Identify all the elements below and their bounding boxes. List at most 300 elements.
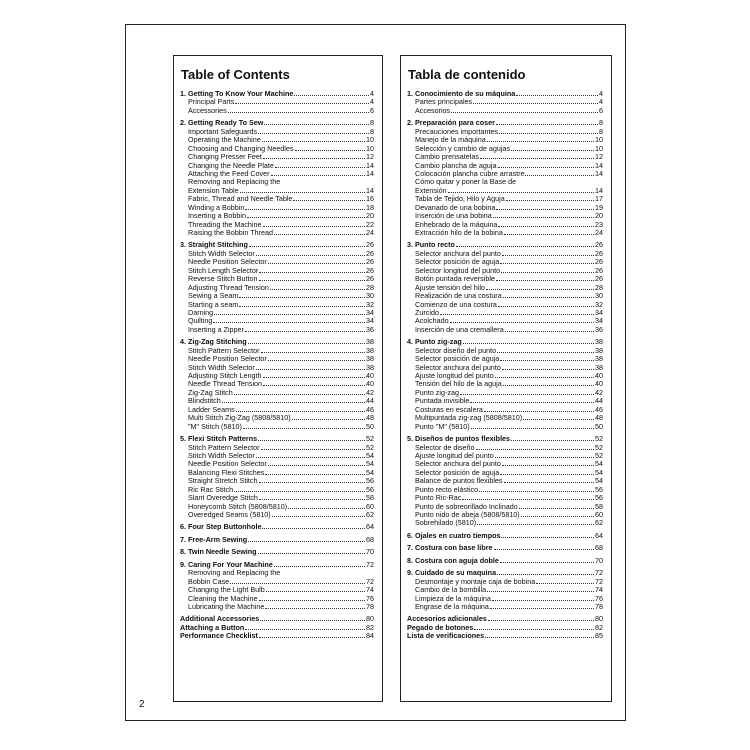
toc-page-number: 70 — [366, 547, 374, 557]
manual-page — [125, 24, 626, 721]
toc-entry-title: Punto recto — [415, 240, 455, 250]
toc-entry — [407, 229, 603, 237]
toc-page-number: 20 — [366, 211, 374, 221]
toc-page-number: 30 — [595, 291, 603, 301]
toc-leader-dots — [479, 491, 594, 492]
toc-entry-title: Selector posición de aguja — [415, 257, 500, 267]
toc-entry-title: Selector anchura del punto — [415, 248, 501, 258]
toc-leader-dots — [487, 141, 594, 142]
toc-entry-title: Extension Table — [188, 185, 239, 195]
toc-leader-dots — [493, 217, 594, 218]
toc-leader-dots — [265, 474, 365, 475]
toc-section-number: 3. — [407, 240, 413, 250]
toc-leader-dots — [274, 566, 365, 567]
toc-leader-dots — [228, 112, 369, 113]
toc-page-number: 38 — [366, 362, 374, 372]
toc-leader-dots — [222, 402, 365, 403]
toc-leader-dots — [258, 133, 369, 134]
toc-page-number: 34 — [595, 307, 603, 317]
toc-entry-title: Ladder Seams — [188, 404, 235, 414]
toc-entry-title: Four Step Buttonhole — [188, 522, 262, 532]
toc-leader-dots — [488, 620, 594, 621]
toc-entry-title: Lista de verificaciones — [407, 631, 485, 641]
toc-page-number: 14 — [595, 160, 603, 170]
toc-leader-dots — [516, 95, 598, 96]
toc-section-number: 6. — [407, 530, 413, 540]
toc-page-number: 54 — [366, 459, 374, 469]
toc-page-number: 4 — [370, 97, 374, 107]
toc-leader-dots — [476, 449, 594, 450]
toc-page-number: 10 — [595, 143, 603, 153]
toc-leader-dots — [523, 419, 594, 420]
toc-entry-title: Accessories — [188, 105, 227, 115]
toc-entry — [180, 229, 374, 237]
toc-leader-dots — [521, 516, 594, 517]
toc-entry-title: Punto zig-zag — [415, 387, 459, 397]
toc-entry-title: Ajuste tensión del hilo — [415, 282, 485, 292]
toc-page-number: 8 — [599, 118, 603, 128]
toc-page-number: 16 — [366, 194, 374, 204]
toc-leader-dots — [263, 158, 365, 159]
toc-leader-dots — [270, 289, 365, 290]
toc-leader-dots — [498, 306, 594, 307]
toc-entry — [180, 511, 374, 519]
toc-section-number: 2. — [407, 118, 413, 128]
toc-entry-title: Precauciones importantes — [415, 126, 499, 136]
toc-leader-dots — [525, 175, 594, 176]
toc-entry-title: Overedged Seams (5810) — [188, 510, 271, 519]
toc-page-number: 28 — [366, 282, 374, 292]
toc-page-number: 82 — [366, 622, 374, 632]
toc-entry-title: Slant Overedge Stitch — [188, 493, 258, 503]
toc-entry-title: Diseños de puntos flexibles — [415, 434, 511, 444]
toc-entry-title: Tensión del hilo de la aguja — [415, 379, 502, 389]
toc-leader-dots — [495, 457, 594, 458]
toc-page-number: 26 — [366, 248, 374, 258]
toc-leader-dots — [484, 411, 594, 412]
toc-page-number: 78 — [366, 601, 374, 611]
toc-entry-title: Sobrehilado (5810) — [415, 518, 477, 528]
toc-section-number: 9. — [180, 559, 186, 569]
toc-page-number: 12 — [366, 152, 374, 162]
toc-section-number: 2. — [180, 118, 186, 128]
toc-leader-dots — [511, 150, 594, 151]
toc-leader-dots — [519, 508, 594, 509]
toc-entry-title: Cuidado de su maquina — [415, 568, 497, 578]
toc-page-number: 70 — [595, 555, 603, 565]
toc-leader-dots — [495, 377, 594, 378]
toc-page-number: 62 — [366, 510, 374, 519]
toc-leader-dots — [440, 314, 594, 315]
toc-page-number: 12 — [595, 152, 603, 162]
toc-leader-dots — [256, 457, 365, 458]
spanish-toc-list — [407, 90, 603, 641]
toc-leader-dots — [448, 192, 594, 193]
toc-leader-dots — [450, 322, 594, 323]
toc-page-number: 76 — [595, 593, 603, 603]
toc-leader-dots — [245, 331, 365, 332]
toc-page-number: 14 — [366, 168, 374, 178]
toc-entry-title: Inserción de una cremallera — [415, 324, 504, 334]
toc-section-number: 7. — [407, 543, 413, 553]
toc-leader-dots — [234, 394, 365, 395]
toc-entry-title: Needle Thread Tension — [188, 379, 263, 389]
toc-leader-dots — [239, 297, 365, 298]
toc-entry-title: Punto de sobreorillado Inclinado — [415, 501, 518, 511]
toc-leader-dots — [274, 234, 365, 235]
toc-section-number: 4. — [407, 337, 413, 347]
toc-leader-dots — [496, 280, 594, 281]
toc-entry-title: Needle Position Selector — [188, 459, 267, 469]
toc-page-number: 4 — [599, 97, 603, 107]
toc-page-number: 60 — [366, 501, 374, 511]
toc-entry-title: Additional Accessories — [180, 614, 260, 624]
toc-page-number: 38 — [595, 362, 603, 372]
toc-entry-title: Cómo quitar y poner la Base de — [415, 177, 517, 187]
toc-entry-title: Ajuste longitud del punto — [415, 450, 494, 460]
toc-entry-title: Balancing Flexi Stitches — [188, 467, 265, 477]
toc-page-number: 14 — [595, 168, 603, 178]
toc-page-number: 30 — [366, 291, 374, 301]
toc-leader-dots — [485, 637, 594, 638]
toc-leader-dots — [263, 226, 365, 227]
toc-entry-title: Removing and Replacing the — [188, 568, 281, 578]
toc-page-number: 26 — [595, 248, 603, 258]
toc-page-number: 10 — [366, 135, 374, 145]
toc-entry-title: Punto recto elástico — [415, 484, 479, 494]
toc-page-number: 8 — [599, 126, 603, 136]
toc-entry-title: Selector diseño del punto — [415, 345, 497, 355]
toc-leader-dots — [264, 124, 369, 125]
toc-page-number: 42 — [366, 387, 374, 397]
toc-page-number: 22 — [366, 219, 374, 229]
toc-entry-title: Needle Position Selector — [188, 257, 267, 267]
toc-leader-dots — [463, 343, 594, 344]
toc-entry-title: Fabric, Thread and Needle Table — [188, 194, 293, 204]
toc-entry-title: Multipuntada zig-zag (5808/5810) — [415, 413, 523, 423]
toc-page-number: 72 — [595, 568, 603, 578]
toc-leader-dots — [504, 482, 594, 483]
toc-leader-dots — [259, 600, 365, 601]
toc-entry-title: Accesorios — [415, 105, 451, 115]
toc-page-number: 60 — [595, 510, 603, 519]
toc-page-number: 44 — [595, 396, 603, 406]
toc-page-number: 34 — [366, 316, 374, 326]
toc-leader-dots — [480, 158, 594, 159]
toc-entry — [180, 423, 374, 431]
toc-entry — [180, 603, 374, 611]
toc-leader-dots — [497, 574, 594, 575]
toc-entry-title: Stitch Length Selector — [188, 265, 259, 275]
toc-page-number: 76 — [366, 593, 374, 603]
toc-page-number: 38 — [366, 337, 374, 347]
toc-page-number: 54 — [366, 467, 374, 477]
toc-leader-dots — [245, 629, 365, 630]
toc-entry — [407, 107, 603, 115]
english-toc — [173, 55, 383, 702]
toc-page-number: 17 — [595, 194, 603, 204]
toc-page-number: 26 — [595, 240, 603, 250]
toc-entry-title: Needle Position Selector — [188, 354, 267, 364]
toc-page-number: 38 — [595, 345, 603, 355]
toc-entry — [180, 326, 374, 334]
toc-page-number: 36 — [595, 324, 603, 334]
toc-page-number: 26 — [595, 265, 603, 275]
toc-leader-dots — [260, 620, 365, 621]
toc-page-number: 26 — [366, 257, 374, 267]
toc-section-number: 1. — [407, 89, 413, 98]
toc-section-number: 3. — [180, 240, 186, 250]
toc-page-number: 38 — [366, 354, 374, 364]
toc-section-number: 4. — [180, 337, 186, 347]
toc-leader-dots — [486, 289, 594, 290]
toc-leader-dots — [498, 226, 594, 227]
toc-leader-dots — [258, 440, 365, 441]
toc-leader-dots — [462, 499, 594, 500]
toc-section-number: 5. — [180, 434, 186, 444]
toc-entry-title: Bobbin Case — [188, 576, 230, 586]
toc-entry-title: Inserting a Bobbin — [188, 211, 246, 221]
toc-page-number: 85 — [595, 631, 603, 641]
toc-entry-title: Tabla de Tejido, Hilo y Aguja — [415, 194, 505, 204]
toc-leader-dots — [239, 306, 365, 307]
toc-leader-dots — [259, 499, 365, 500]
toc-entry-title: Balance de puntos flexibles — [415, 476, 503, 486]
toc-entry-title: Reverse Stitch Button — [188, 274, 258, 284]
toc-page-number: 62 — [595, 518, 603, 528]
toc-entry-title: Important Safeguards — [188, 126, 258, 136]
toc-entry-title: Accesorios adicionales — [407, 614, 487, 624]
toc-page-number: 4 — [599, 89, 603, 98]
toc-page-number: 54 — [366, 450, 374, 460]
toc-leader-dots — [501, 537, 594, 538]
toc-leader-dots — [456, 246, 594, 247]
toc-page-number: 34 — [595, 316, 603, 326]
toc-page-number: 52 — [366, 434, 374, 444]
toc-entry-title: Costura con base libre — [415, 543, 493, 553]
toc-page-number: 58 — [595, 501, 603, 511]
toc-leader-dots — [266, 591, 365, 592]
toc-section-entry — [180, 548, 374, 556]
toc-entry-title: Ric Rac Stitch — [188, 484, 234, 494]
toc-entry-title: Punto nido de abeja (5808/5810) — [415, 510, 520, 519]
toc-leader-dots — [258, 553, 365, 554]
toc-page-number: 6 — [599, 105, 603, 115]
page-number: 2 — [139, 699, 145, 710]
toc-entry-title: Selector de diseño — [415, 442, 475, 452]
toc-page-number: 48 — [366, 413, 374, 423]
toc-entry-title: Extracción hilo de la bobina — [415, 228, 503, 237]
toc-leader-dots — [504, 234, 594, 235]
toc-entry-title: Acolchado — [415, 316, 449, 326]
toc-entry-title: Zig-Zag Stitch — [188, 387, 233, 397]
toc-page-number: 26 — [366, 265, 374, 275]
toc-leader-dots — [248, 343, 365, 344]
toc-leader-dots — [214, 314, 365, 315]
toc-leader-dots — [288, 508, 365, 509]
toc-leader-dots — [262, 141, 365, 142]
toc-entry-title: Stitch Width Selector — [188, 362, 255, 372]
toc-section-number: 9. — [407, 568, 413, 578]
toc-page-number: 68 — [366, 534, 374, 544]
toc-entry-title: Preparación para coser — [415, 118, 495, 128]
toc-entry-title: Stitch Width Selector — [188, 248, 255, 258]
toc-entry-title: Desmontaje y montaje caja de bobina — [415, 576, 536, 586]
toc-page-number: 64 — [595, 530, 603, 540]
toc-entry-title: Engrase de la máquina — [415, 601, 489, 611]
toc-entry-title: Performance Checklist — [180, 631, 258, 641]
toc-page-number: 74 — [366, 585, 374, 595]
toc-page-number: 56 — [595, 484, 603, 494]
toc-leader-dots — [499, 133, 598, 134]
spanish-toc — [400, 55, 612, 702]
toc-page-number: 50 — [366, 421, 374, 431]
toc-entry — [407, 423, 603, 431]
toc-leader-dots — [261, 352, 365, 353]
toc-entry-title: Lubricating the Machine — [188, 601, 265, 611]
toc-page-number: 72 — [595, 576, 603, 586]
toc-leader-dots — [502, 369, 594, 370]
toc-page-number: 78 — [595, 601, 603, 611]
toc-entry-title: Blindstitch — [188, 396, 221, 406]
toc-entry-title: Changing Presser Feet — [188, 152, 262, 162]
toc-page-number: 24 — [366, 228, 374, 237]
toc-leader-dots — [511, 440, 594, 441]
toc-section-entry — [407, 532, 603, 540]
toc-entry-title: Flexi Stitch Patterns — [188, 434, 258, 444]
toc-section-entry — [180, 523, 374, 531]
toc-page-number: 10 — [366, 143, 374, 153]
toc-entry-title: Caring For Your Machine — [188, 559, 273, 569]
toc-leader-dots — [271, 175, 365, 176]
toc-page-number: 68 — [595, 543, 603, 553]
toc-leader-dots — [259, 482, 365, 483]
toc-page-number: 36 — [366, 324, 374, 334]
toc-leader-dots — [498, 167, 594, 168]
toc-entry-title: Stitch Width Selector — [188, 450, 255, 460]
toc-page-number: 46 — [595, 404, 603, 414]
toc-leader-dots — [272, 516, 365, 517]
toc-section-number: 1. — [180, 89, 186, 98]
toc-entry-title: Adjusting Thread Tension — [188, 282, 269, 292]
toc-entry-title: Cambio plancha de aguja — [415, 160, 497, 170]
toc-leader-dots — [268, 465, 365, 466]
toc-page-number: 8 — [370, 126, 374, 136]
spanish-toc-title: Tabla de contenido — [408, 67, 526, 82]
toc-entry-title: Botón puntada reversible — [415, 274, 495, 284]
toc-entry-title: Getting To Know Your Machine — [188, 89, 294, 98]
toc-leader-dots — [256, 369, 365, 370]
toc-section-entry — [407, 544, 603, 552]
toc-entry — [407, 519, 603, 527]
toc-appendix-entry — [180, 632, 374, 640]
toc-page-number: 56 — [366, 484, 374, 494]
toc-leader-dots — [295, 150, 366, 151]
toc-leader-dots — [262, 528, 365, 529]
toc-page-number: 52 — [595, 442, 603, 452]
toc-entry-title: Stitch Pattern Selector — [188, 442, 260, 452]
toc-entry-title: Extensión — [415, 185, 447, 195]
toc-page-number: 18 — [366, 202, 374, 212]
toc-section-number: 8. — [180, 547, 186, 557]
toc-page-number: 32 — [366, 299, 374, 309]
toc-leader-dots — [473, 103, 598, 104]
toc-page-number: 56 — [595, 493, 603, 503]
toc-page-number: 32 — [595, 299, 603, 309]
toc-leader-dots — [265, 608, 365, 609]
toc-page-number: 46 — [366, 404, 374, 414]
toc-leader-dots — [263, 377, 365, 378]
toc-page-number: 38 — [595, 354, 603, 364]
toc-section-entry — [407, 557, 603, 565]
toc-page-number: 72 — [366, 559, 374, 569]
toc-entry-title: Costura con aguja doble — [415, 555, 499, 565]
toc-leader-dots — [247, 217, 365, 218]
toc-entry-title: Selector anchura del punto — [415, 459, 501, 469]
toc-entry-title: Zig-Zag Stitching — [188, 337, 247, 347]
toc-leader-dots — [501, 272, 594, 273]
toc-page-number: 38 — [366, 345, 374, 355]
toc-page-number: 4 — [370, 89, 374, 98]
toc-entry-title: Selector longitud del punto — [415, 265, 501, 275]
toc-entry-title: Cambio de la bombilla — [415, 585, 487, 595]
toc-page-number: 8 — [370, 118, 374, 128]
toc-entry-title: Selector posición de aguja — [415, 354, 500, 364]
toc-page-number: 6 — [370, 105, 374, 115]
toc-leader-dots — [293, 200, 365, 201]
toc-leader-dots — [505, 331, 594, 332]
toc-leader-dots — [460, 394, 594, 395]
toc-leader-dots — [275, 167, 365, 168]
toc-leader-dots — [492, 600, 594, 601]
toc-leader-dots — [243, 428, 365, 429]
toc-leader-dots — [502, 255, 594, 256]
toc-page-number: 26 — [366, 274, 374, 284]
toc-entry-title: Manejo de la máquina — [415, 135, 486, 145]
toc-leader-dots — [496, 124, 598, 125]
toc-page-number: 19 — [595, 202, 603, 212]
toc-page-number: 54 — [595, 476, 603, 486]
toc-entry-title: Twin Needle Sewing — [188, 547, 257, 557]
toc-leader-dots — [259, 272, 365, 273]
toc-page-number: 52 — [595, 450, 603, 460]
toc-page-number: 58 — [366, 493, 374, 503]
toc-entry-title: Limpieza de la máquina — [415, 593, 491, 603]
toc-leader-dots — [503, 385, 594, 386]
toc-entry-title: Puntada invisible — [415, 396, 470, 406]
toc-page-number: 56 — [366, 476, 374, 486]
toc-page-number: 82 — [595, 622, 603, 632]
toc-leader-dots — [230, 583, 365, 584]
toc-leader-dots — [506, 200, 594, 201]
toc-page-number: 52 — [366, 442, 374, 452]
toc-entry-title: Ajuste longitud del punto — [415, 371, 494, 380]
toc-leader-dots — [240, 192, 365, 193]
toc-leader-dots — [248, 541, 365, 542]
toc-entry-title: Straight Stitching — [188, 240, 248, 250]
toc-page-number: 44 — [366, 396, 374, 406]
toc-leader-dots — [292, 419, 365, 420]
toc-entry-title: Enhebrado de la máquina — [415, 219, 498, 229]
toc-entry-title: Punto Ric-Rac — [415, 493, 462, 503]
toc-page-number: 42 — [595, 387, 603, 397]
toc-leader-dots — [477, 524, 594, 525]
toc-leader-dots — [490, 608, 594, 609]
toc-entry-title: Pegado de botones — [407, 622, 474, 632]
toc-entry-title: Selector posición de aguja — [415, 467, 500, 477]
toc-page-number: 14 — [366, 185, 374, 195]
toc-page-number: 34 — [366, 307, 374, 317]
